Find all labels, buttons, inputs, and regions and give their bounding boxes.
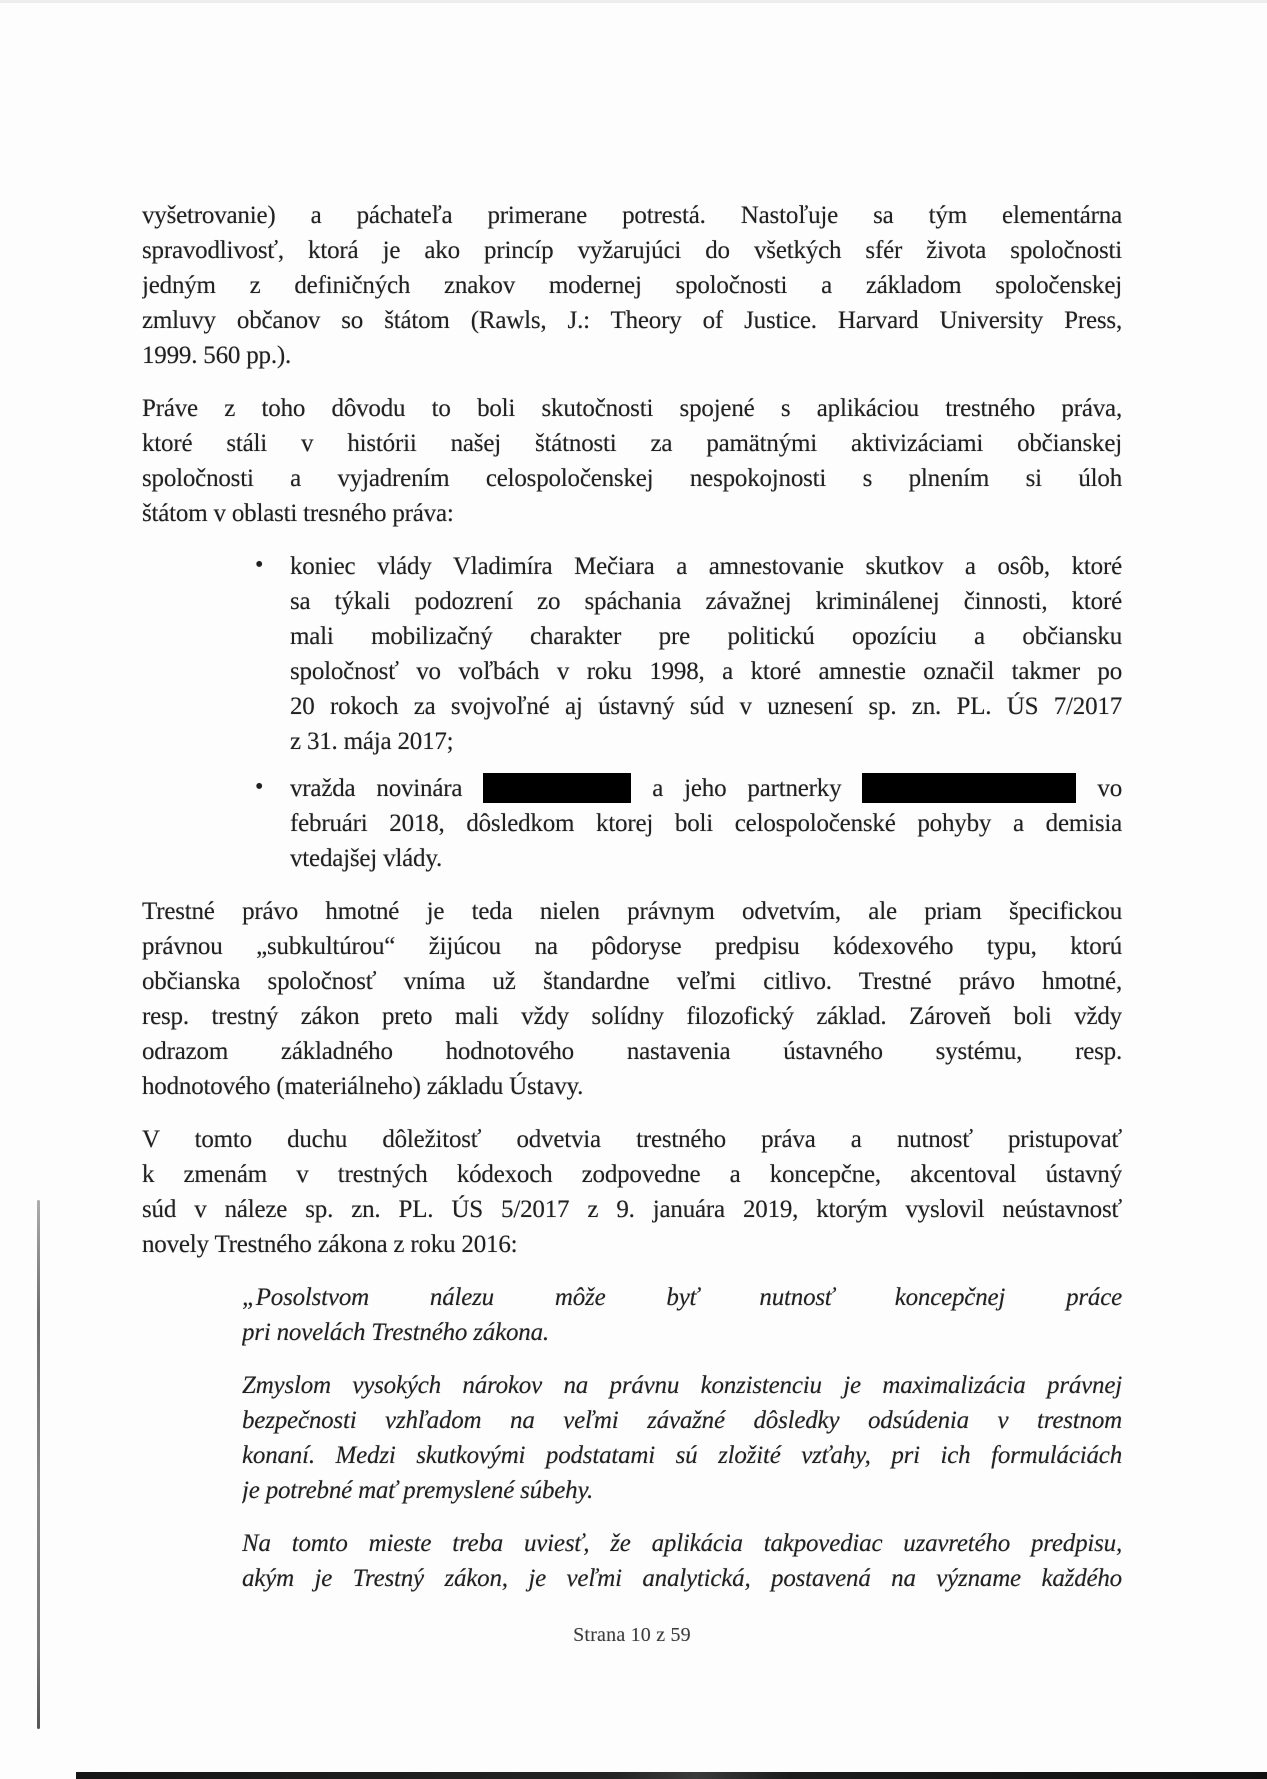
scan-bottom-bar: [76, 1772, 1267, 1779]
text-line: Práve z toho dôvodu to boli skutočnosti spojené s aplikáciou trestného práva,: [142, 395, 1122, 422]
text-line: Na tomto mieste treba uviesť, že aplikácia takpovediac uzavretého predpisu,: [242, 1530, 1122, 1557]
text-line: súd v náleze sp. zn. PL. ÚS 5/2017 z 9. januára 2019, ktorým vyslovil neústavnosť: [142, 1196, 1122, 1223]
text-line: 1999. 560 pp.).: [142, 342, 292, 369]
text-line: hodnotového (materiálneho) základu Ústavy.: [142, 1073, 584, 1100]
text-segment: a jeho partnerky: [631, 775, 863, 802]
bullet-item: [255, 771, 1122, 876]
document-body: [142, 198, 1122, 1614]
text-line: bezpečnosti vzhľadom na veľmi závažné dôsledky odsúdenia v trestnom: [242, 1407, 1122, 1434]
text-line: je potrebné mať premyslené súbehy.: [242, 1477, 594, 1504]
paragraph: [142, 1122, 1122, 1262]
text-segment: vražda novinára: [290, 775, 484, 802]
text-line: ktoré stáli v histórii našej štátnosti za pamätnými aktivizáciami občianskej: [142, 430, 1122, 457]
page-footer: Strana 10 z 59: [573, 1624, 691, 1646]
redaction-box: [483, 773, 631, 803]
text-line: zmluvy občanov so štátom (Rawls, J.: Theory of Justice. Harvard University Press,: [142, 307, 1122, 334]
text-line: spravodlivosť, ktorá je ako princíp vyžarujúci do všetkých sfér života spoločnosti: [142, 237, 1122, 264]
text-line: V tomto duchu dôležitosť odvetvia trestného práva a nutnosť pristupovať: [142, 1126, 1122, 1153]
text-line: novely Trestného zákona z roku 2016:: [142, 1231, 518, 1258]
text-line: k zmenám v trestných kódexoch zodpovedne a koncepčne, akcentoval ústavný: [142, 1161, 1122, 1188]
text-line: pri novelách Trestného zákona.: [242, 1319, 549, 1346]
scan-left-edge-line: [37, 1200, 40, 1729]
text-line: občianska spoločnosť vníma už štandardne veľmi citlivo. Trestné právo hmotné,: [142, 968, 1122, 995]
paragraph: [142, 894, 1122, 1104]
paragraph: [142, 198, 1122, 373]
text-line: sa týkali podozrení zo spáchania závažnej kriminálenej činnosti, ktoré: [290, 588, 1122, 615]
text-line: „Posolstvom nálezu môže byť nutnosť koncepčnej práce: [242, 1284, 1122, 1311]
text-line: odrazom základného hodnotového nastavenia ústavného systému, resp.: [142, 1038, 1122, 1065]
text-line: konaní. Medzi skutkovými podstatami sú zložité vzťahy, pri ich formuláciách: [242, 1442, 1122, 1469]
text-line: vtedajšej vlády.: [290, 845, 443, 872]
text-line: spoločnosť vo voľbách v roku 1998, a ktoré amnestie označil takmer po: [290, 658, 1122, 685]
text-line: jedným z definičných znakov modernej spoločnosti a základom spoločenskej: [142, 272, 1122, 299]
scan-top-edge: [0, 0, 1267, 3]
text-line: 20 rokoch za svojvoľné aj ústavný súd v uznesení sp. zn. PL. ÚS 7/2017: [290, 693, 1122, 720]
bullet-icon: •: [255, 774, 264, 800]
bullet-icon: •: [255, 552, 264, 578]
quote-paragraph: [242, 1280, 1122, 1350]
text-segment: vo: [1076, 775, 1122, 802]
bullet-item: [255, 549, 1122, 759]
text-line: Zmyslom vysokých nárokov na právnu konzistenciu je maximalizácia právnej: [242, 1372, 1122, 1399]
text-line: februári 2018, dôsledkom ktorej boli celospoločenské pohyby a demisia: [290, 810, 1122, 837]
text-line: právnou „subkultúrou“ žijúcou na pôdoryse predpisu kódexového typu, ktorú: [142, 933, 1122, 960]
redaction-box: [862, 773, 1076, 803]
text-line: vyšetrovanie) a páchateľa primerane potrestá. Nastoľuje sa tým elementárna: [142, 202, 1122, 229]
text-line: mali mobilizačný charakter pre politickú opozíciu a občiansku: [290, 623, 1122, 650]
text-line: z 31. mája 2017;: [290, 728, 454, 755]
text-line: Trestné právo hmotné je teda nielen právnym odvetvím, ale priam špecifickou: [142, 898, 1122, 925]
quote-paragraph: [242, 1368, 1122, 1508]
text-line: štátom v oblasti tresného práva:: [142, 500, 454, 527]
quote-paragraph: [242, 1526, 1122, 1596]
text-line: [290, 771, 1122, 806]
text-line: akým je Trestný zákon, je veľmi analytická, postavená na význame každého: [242, 1565, 1122, 1592]
paragraph: [142, 391, 1122, 531]
text-line: resp. trestný zákon preto mali vždy solídny filozofický základ. Zároveň boli vždy: [142, 1003, 1122, 1030]
text-line: koniec vlády Vladimíra Mečiara a amnestovanie skutkov a osôb, ktoré: [290, 553, 1122, 580]
text-line: spoločnosti a vyjadrením celospoločenskej nespokojnosti s plnením si úloh: [142, 465, 1122, 492]
